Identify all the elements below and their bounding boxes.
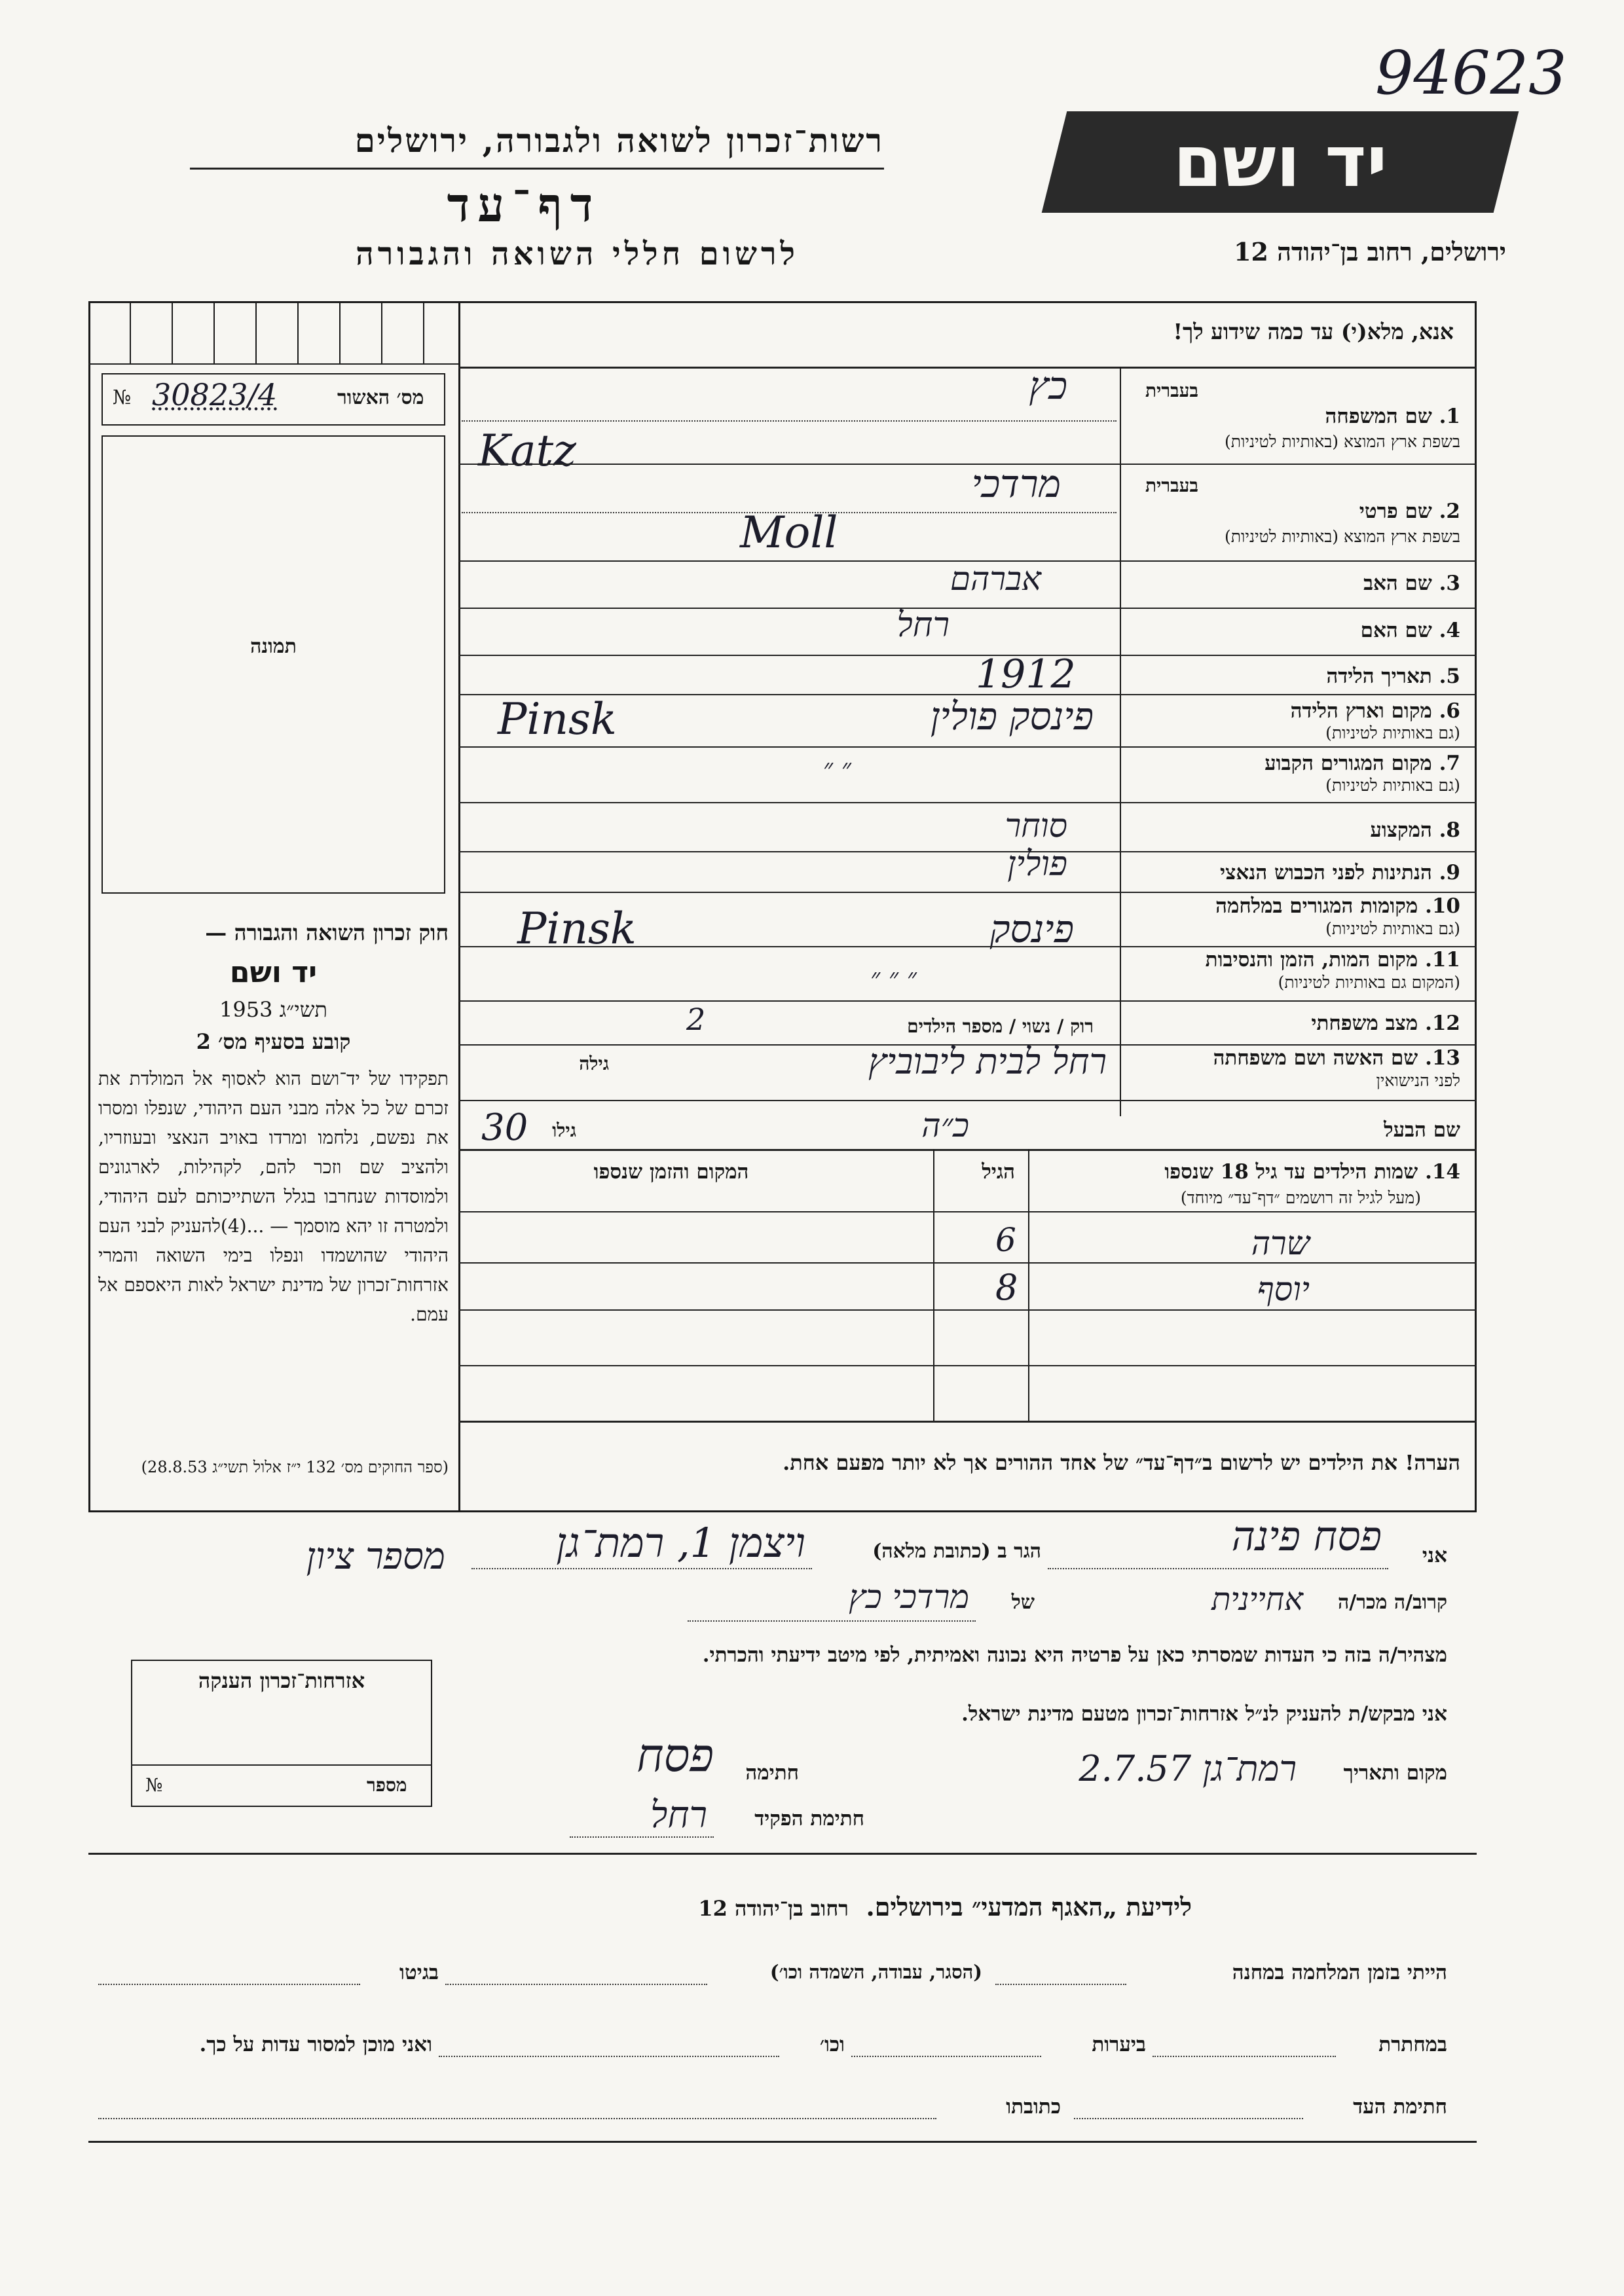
field-7-label: 7. מקום המגורים הקבוע: [1264, 752, 1460, 775]
field-5-label: 5. תאריך הלידה: [1326, 665, 1460, 688]
children-header-divider: [458, 1211, 1477, 1212]
law-name: יד ושם: [229, 956, 318, 989]
field-6-latin: Pinsk: [498, 694, 617, 744]
footer-line2-c: וכו׳: [819, 2033, 845, 2056]
address: ירושלים, רחוב בן־יהודה 12: [1234, 237, 1506, 266]
field-2-latin: Moll: [740, 507, 838, 558]
decl-relation: אחיינית: [1211, 1581, 1303, 1618]
row-divider: [458, 892, 1477, 893]
decl-of-name: מרדכי כץ: [849, 1578, 969, 1616]
decl-official-label: חתימת הפקיד: [754, 1807, 864, 1831]
sidebar-tab-line: [381, 301, 382, 363]
husband-label: שם הבעל: [1384, 1118, 1460, 1142]
field-13-value: רחל לבית ליבוביץ: [868, 1041, 1107, 1082]
sidebar-tab-line: [130, 301, 131, 363]
footer-top-border: [88, 1853, 1477, 1855]
sidebar-tab-line: [339, 301, 341, 363]
decl-i-label: אני: [1422, 1544, 1447, 1567]
field-5-value: 1912: [976, 651, 1076, 697]
row-divider: [458, 655, 1477, 656]
sidebar-tab-line: [213, 301, 215, 363]
footer-line2-a: במחתרת: [1378, 2033, 1447, 2056]
field-12-value: 2: [686, 1002, 706, 1037]
field-8-label: 8. המקצוע: [1370, 818, 1460, 842]
children-sub: (מעל לגיל זה רושמים ״דף־עד״ מיוחד): [1180, 1188, 1421, 1207]
children-col-age: הגיל: [982, 1160, 1015, 1184]
footer-title: לידיעת „האגף המדעי״ בירושלים. רחוב בן־יהודה 12: [698, 1892, 1192, 1922]
footer-line3-b: כתובתו: [1006, 2095, 1061, 2119]
footer-line: [1074, 2118, 1303, 2119]
field-10-sub: (גם באותיות לטיניות): [1325, 919, 1460, 938]
field-2-label: 2. שם פרטי: [1359, 500, 1460, 523]
row-divider: [458, 1309, 1477, 1311]
field-11-value: ״ ״ ״: [870, 963, 917, 993]
field-2-sub: בשפת ארץ המוצא (באותיות לטיניות): [1225, 527, 1460, 546]
sidebar-tab-line: [297, 301, 299, 363]
decl-signature-label: חתימה: [745, 1761, 799, 1785]
field-1-value: כץ: [1029, 363, 1067, 408]
field-4-value: רחל: [896, 606, 950, 645]
field-12-label: 12. מצב משפחתי: [1311, 1011, 1460, 1035]
law-body: תפקידו של יד־ושם הוא לאסוף אל המולדת את זכרם של כל אלה מבני העם היהודי, שנפלו ומסרו את נפשם, נלחמו ומרדו באויב הנאצי ובעוזריו, ולהציב שם וזכר להם, לקהילות, לארגונים ולמוסדות שנחרבו בגלל השתייכותם לעם היהודי, ולמטרה זו יהא מוסמך — ...(4)להעניק לבני העם היהודי שהושמדו ונפלו בימי השואה והמרי אזרחות־זכרון של מדינת ישראל לאות היאספם אל עמם.: [98, 1068, 449, 1325]
law-heading: חוק זכרון השואה והגבורה —: [205, 920, 449, 945]
child-age: 8: [995, 1267, 1018, 1308]
row-divider: [458, 946, 1477, 947]
archive-number: 94623: [1375, 38, 1567, 108]
field-13-age-label: גילה: [579, 1053, 609, 1074]
field-1-label: 1. שם המשפחה: [1325, 405, 1460, 428]
field-6-sub: (גם באותיות לטיניות): [1325, 723, 1460, 742]
form-subtitle: לרשום חללי השואה והגבורה: [356, 236, 799, 272]
footer-line1-a: הייתי בזמן המלחמה במחנה: [1232, 1961, 1447, 1984]
footer-line1-b: (הסגר, עבודה, השמדה וכו׳): [769, 1961, 982, 1983]
citizenship-box-divider: [131, 1764, 432, 1766]
child-name: שרה: [1251, 1224, 1310, 1262]
field-10-latin: Pinsk: [517, 903, 637, 954]
form-intro: אנא, מלא(י) עד כמה שידוע לך!: [1173, 319, 1454, 344]
photo-box: [101, 435, 445, 894]
decl-of-label: של: [1011, 1591, 1035, 1614]
footer-line: [98, 2118, 936, 2119]
citizenship-number-prefix: №: [145, 1774, 163, 1796]
child-age: 6: [995, 1221, 1016, 1259]
note-divider: [458, 1421, 1477, 1423]
approval-number: 30823/4: [152, 377, 278, 412]
field-11-label: 11. מקום המות, הזמן והנסיבות: [1205, 948, 1460, 972]
field-9-label: 9. הנתינות לפני הכבוש הנאצי: [1220, 861, 1460, 884]
citizenship-number-label: מספר: [367, 1774, 407, 1796]
sidebar-tab-line: [172, 301, 173, 363]
field-7-sub: (גם באותיות לטיניות): [1325, 776, 1460, 795]
field-3-label: 3. שם האב: [1363, 572, 1460, 595]
decl-signature: פסח: [637, 1728, 714, 1782]
row-divider: [458, 1365, 1477, 1366]
decl-statement: מצהיר/ה בזה כי העדות שמסרתי כאן על פרטיה היא נכונה ואמיתית, לפי מיטב ידיעתי והכרתי.: [702, 1643, 1447, 1667]
law-clause: קובע בסעיף מס׳ 2: [196, 1029, 351, 1054]
field-6-label: 6. מקום וארץ הלידה: [1290, 699, 1460, 723]
row-divider: [458, 1100, 1477, 1101]
decl-name: פסח פינה: [1231, 1512, 1382, 1560]
field-7-value: ״ ״: [822, 754, 851, 784]
sidebar-tab-line: [255, 301, 257, 363]
field-8-value: סוחר: [1005, 807, 1067, 845]
field-2-hebrew-tag: בעברית: [1145, 475, 1198, 496]
footer-line2-b: ביערות: [1092, 2033, 1146, 2056]
footer-line3-a: חתימת העד: [1353, 2095, 1447, 2119]
field-10-value: פינסק: [989, 907, 1074, 951]
field-13-sub: לפני הנישואין: [1376, 1071, 1460, 1090]
decl-official: רחל: [650, 1794, 707, 1836]
row-divider: [458, 1262, 1477, 1264]
footer-line: [98, 1984, 360, 1985]
decl-line: [570, 1836, 714, 1838]
logo-text: יד ושם: [1173, 121, 1388, 203]
field-1-sub: בשפת ארץ המוצא (באותיות לטיניות): [1225, 432, 1460, 451]
husband-age-value: 30: [481, 1106, 528, 1149]
children-col-place: המקום והזמן שנספו: [593, 1160, 749, 1184]
footer-line1-c: בגיטו: [399, 1961, 439, 1984]
footer-bottom-border: [88, 2141, 1477, 2143]
decl-line: [471, 1568, 812, 1569]
decl-request: אני מבקש/ת להעניק לנ״ל אזרחות־זכרון מטעם מדינת ישראל.: [961, 1702, 1447, 1726]
children-heading: 14. שמות הילדים עד גיל 18 שנספו: [1164, 1160, 1460, 1184]
yad-vashem-logo: [1042, 111, 1519, 213]
row-divider: [458, 802, 1477, 803]
child-name: יוסף: [1257, 1270, 1310, 1308]
field-12-prefix: רוק / נשוי / מספר הילדים: [907, 1015, 1094, 1037]
field-4-label: 4. שם האם: [1360, 619, 1460, 642]
note-text: הערה! את הילדים יש לרשום ב״דף־עד״ של אחד ההורים אך לא יותר מפעם אחת.: [783, 1450, 1460, 1475]
field-2-value: מרדכי: [971, 462, 1061, 506]
photo-label: תמונה: [250, 635, 297, 658]
footer-line: [851, 2056, 1041, 2057]
sidebar-divider: [458, 301, 460, 1512]
field-9-value: פולין: [1007, 845, 1067, 884]
sidebar-tab-line: [423, 301, 424, 363]
approval-prefix: №: [113, 386, 132, 409]
law-source: (ספר החוקים מס׳ 132 י״ז אלול תשי״ג 28.8.53): [141, 1458, 449, 1476]
footer-line: [1153, 2056, 1336, 2057]
decl-relative-label: קרוב/ה מכר/ה: [1338, 1591, 1447, 1614]
field-line: [462, 420, 1116, 422]
authority-name: רשות־זכרון לשואה ולגבורה, ירושלים: [354, 121, 884, 160]
row-divider: [458, 746, 1477, 748]
approval-label: מס׳ האשור: [337, 386, 424, 409]
law-year: תשי״ג 1953: [219, 997, 327, 1022]
field-10-label: 10. מקומות המגורים במלחמה: [1215, 894, 1460, 918]
row-divider: [458, 608, 1477, 609]
footer-line2-d: ואני מוכן למסור עדות על כך.: [199, 2033, 432, 2056]
row-divider: [458, 1000, 1477, 1002]
children-col-divider: [933, 1149, 934, 1421]
husband-extra: כ״ה: [921, 1106, 969, 1144]
decl-address: ויצמן 1, רמת־גן: [556, 1519, 805, 1567]
field-1-hebrew-tag: בעברית: [1145, 380, 1198, 401]
citizenship-box-title: אזרחות־זכרון הענקה: [198, 1668, 365, 1693]
sidebar-tab-bottom: [88, 363, 458, 365]
authority-underline: [190, 168, 884, 170]
field-1-latin: Katz: [478, 426, 576, 476]
decl-place-date: רמת־גן 2.7.57: [1079, 1748, 1297, 1789]
witness-number-handwritten: מספר ציון: [306, 1535, 445, 1578]
footer-line: [995, 1984, 1126, 1985]
footer-line: [445, 1984, 707, 1985]
field-11-sub: (המקום גם באותיות לטיניות): [1278, 973, 1460, 992]
form-title: דף־עד: [447, 177, 601, 232]
decl-residing-label: הגר ב (כתובת מלאה): [872, 1540, 1041, 1563]
field-3-value: אברהם: [950, 560, 1041, 598]
decl-place-date-label: מקום ותאריך: [1343, 1761, 1447, 1785]
field-13-label: 13. שם האשה ושם משפחתה: [1213, 1046, 1460, 1070]
row-divider: [458, 1149, 1477, 1151]
label-column-divider: [1120, 367, 1121, 1116]
footer-line: [439, 2056, 779, 2057]
children-col-divider: [1028, 1149, 1029, 1421]
decl-line: [1048, 1568, 1388, 1569]
decl-line: [688, 1620, 976, 1622]
husband-age-label: גילו: [552, 1120, 576, 1141]
field-6-value: פינסק פולין: [930, 694, 1094, 738]
